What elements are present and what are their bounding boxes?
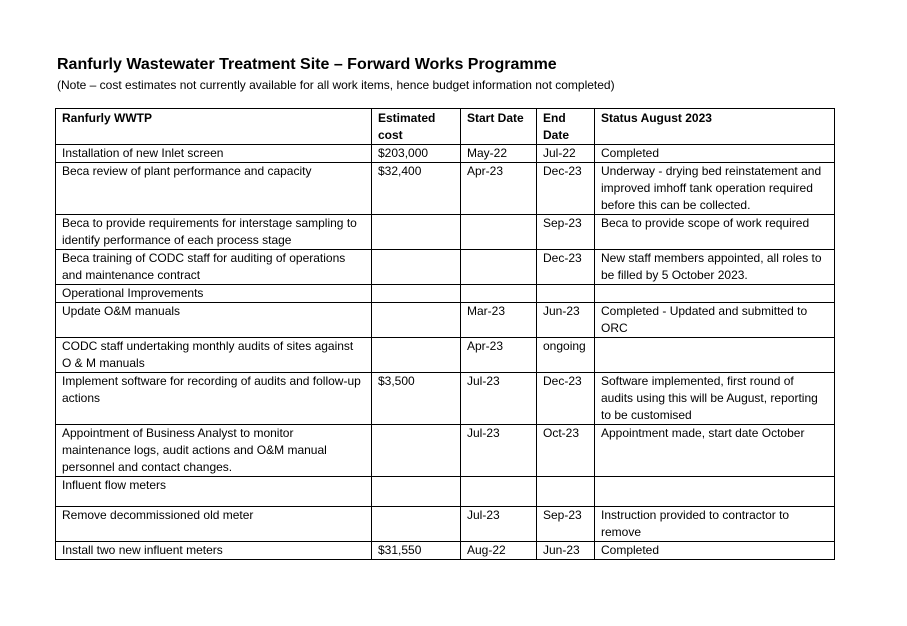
cell-status: Completed xyxy=(595,145,835,163)
cell-item: Beca review of plant performance and capacity xyxy=(56,163,372,215)
cell-end: Dec-23 xyxy=(537,373,595,425)
cell-start: Apr-23 xyxy=(461,338,537,373)
cell-item: Update O&M manuals xyxy=(56,303,372,338)
cell-end: Sep-23 xyxy=(537,507,595,542)
cell-status xyxy=(595,477,835,507)
header-status: Status August 2023 xyxy=(595,109,835,145)
cell-start: Aug-22 xyxy=(461,542,537,560)
table-row xyxy=(56,542,835,560)
cell-cost xyxy=(372,250,461,285)
cell-status: Instruction provided to contractor to remove xyxy=(595,507,835,542)
cell-item: Influent flow meters xyxy=(56,477,372,507)
cell-item: Appointment of Business Analyst to monitor maintenance logs, audit actions and O&M manual personnel and contact changes. xyxy=(56,425,372,477)
cell-cost: $31,550 xyxy=(372,542,461,560)
table-row-section xyxy=(56,477,835,507)
cell-item: Beca training of CODC staff for auditing of operations and maintenance contract xyxy=(56,250,372,285)
cell-status xyxy=(595,285,835,303)
cell-end: Sep-23 xyxy=(537,215,595,250)
cell-start xyxy=(461,215,537,250)
cell-end: Oct-23 xyxy=(537,425,595,477)
cell-cost xyxy=(372,285,461,303)
cell-start: Mar-23 xyxy=(461,303,537,338)
cell-end: Jun-23 xyxy=(537,303,595,338)
cell-status: Software implemented, first round of audits using this will be August, reporting to be customised xyxy=(595,373,835,425)
table-row xyxy=(56,163,835,215)
cell-end xyxy=(537,477,595,507)
table-header-row xyxy=(56,109,835,145)
cell-start: Jul-23 xyxy=(461,507,537,542)
cell-start: Jul-23 xyxy=(461,373,537,425)
cell-status: Completed xyxy=(595,542,835,560)
cell-status: Underway - drying bed reinstatement and improved imhoff tank operation required before this can be collected. xyxy=(595,163,835,215)
cell-start xyxy=(461,477,537,507)
cell-start: May-22 xyxy=(461,145,537,163)
cell-cost xyxy=(372,477,461,507)
table-row xyxy=(56,338,835,373)
cell-cost xyxy=(372,303,461,338)
cell-item: CODC staff undertaking monthly audits of sites against O & M manuals xyxy=(56,338,372,373)
header-item: Ranfurly WWTP xyxy=(56,109,372,145)
table-row xyxy=(56,373,835,425)
cell-item: Install two new influent meters xyxy=(56,542,372,560)
document-note: (Note – cost estimates not currently available for all work items, hence budget information not completed) xyxy=(57,78,615,92)
cell-cost xyxy=(372,425,461,477)
cell-start: Jul-23 xyxy=(461,425,537,477)
cell-item: Beca to provide requirements for interstage sampling to identify performance of each process stage xyxy=(56,215,372,250)
cell-end: Jun-23 xyxy=(537,542,595,560)
cell-end: Dec-23 xyxy=(537,163,595,215)
cell-end: Dec-23 xyxy=(537,250,595,285)
cell-cost xyxy=(372,215,461,250)
cell-status: Completed - Updated and submitted to ORC xyxy=(595,303,835,338)
header-end-date: End Date xyxy=(537,109,595,145)
cell-cost: $203,000 xyxy=(372,145,461,163)
document-title: Ranfurly Wastewater Treatment Site – Forward Works Programme xyxy=(57,56,557,73)
cell-start xyxy=(461,250,537,285)
table-row xyxy=(56,250,835,285)
cell-item: Remove decommissioned old meter xyxy=(56,507,372,542)
table-row xyxy=(56,507,835,542)
header-estimated-cost: Estimated cost xyxy=(372,109,461,145)
cell-cost xyxy=(372,507,461,542)
cell-status: Beca to provide scope of work required xyxy=(595,215,835,250)
header-start-date: Start Date xyxy=(461,109,537,145)
forward-works-table xyxy=(55,108,835,560)
table-row xyxy=(56,425,835,477)
cell-status xyxy=(595,338,835,373)
cell-cost xyxy=(372,338,461,373)
cell-status: Appointment made, start date October xyxy=(595,425,835,477)
cell-item: Operational Improvements xyxy=(56,285,372,303)
table-row xyxy=(56,215,835,250)
cell-end: ongoing xyxy=(537,338,595,373)
cell-cost: $3,500 xyxy=(372,373,461,425)
table-row-section xyxy=(56,285,835,303)
table-row xyxy=(56,145,835,163)
cell-cost: $32,400 xyxy=(372,163,461,215)
cell-start xyxy=(461,285,537,303)
table-row xyxy=(56,303,835,338)
cell-item: Installation of new Inlet screen xyxy=(56,145,372,163)
cell-status: New staff members appointed, all roles to be filled by 5 October 2023. xyxy=(595,250,835,285)
cell-start: Apr-23 xyxy=(461,163,537,215)
cell-end: Jul-22 xyxy=(537,145,595,163)
cell-end xyxy=(537,285,595,303)
cell-item: Implement software for recording of audits and follow-up actions xyxy=(56,373,372,425)
